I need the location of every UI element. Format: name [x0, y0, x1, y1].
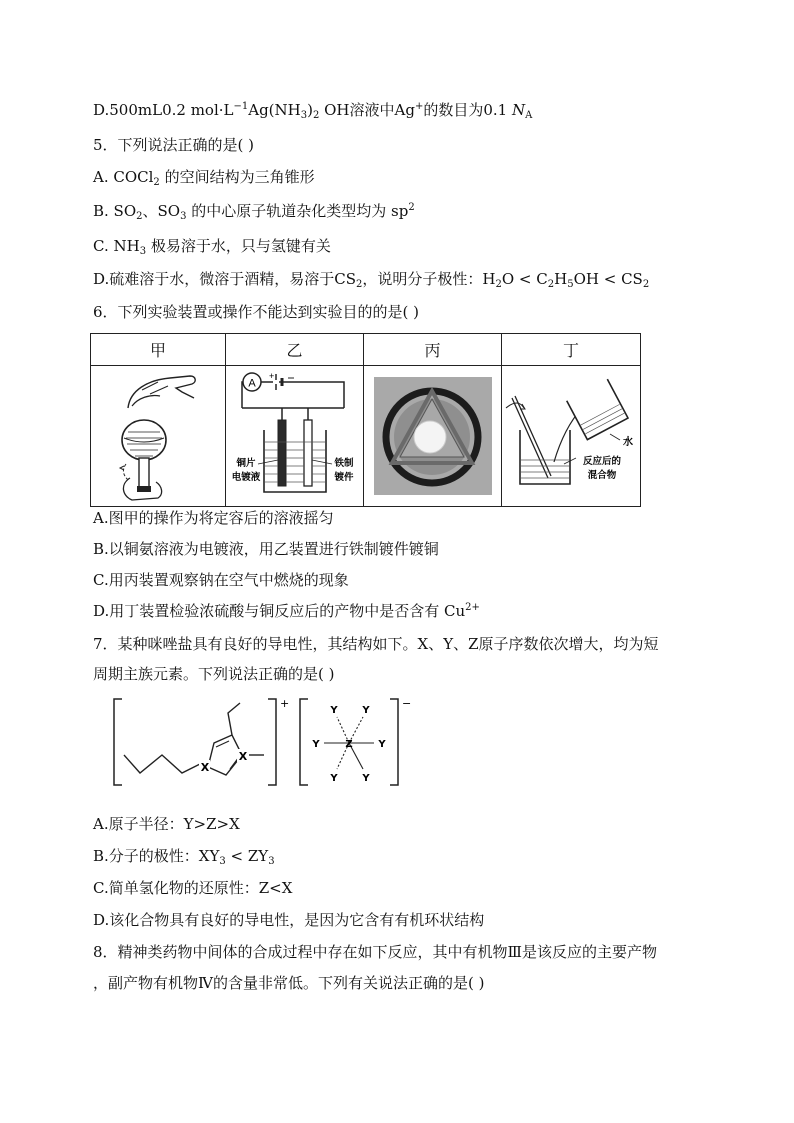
- anion-right-bracket: [390, 699, 398, 785]
- header-jia: 甲: [91, 334, 226, 366]
- q7-option-a: A.原子半径：Y>Z>X: [93, 815, 240, 833]
- svg-text:+: +: [268, 371, 274, 381]
- cell-ding: [502, 366, 641, 507]
- header-ding: 丁: [502, 334, 641, 366]
- ethyl-group: [228, 703, 240, 735]
- q8-stem-line1: 8．精神类药物中间体的合成过程中存在如下反应，其中有机物Ⅲ是该反应的主要产物: [93, 943, 658, 961]
- cell-jia: [91, 366, 226, 507]
- copper-plate: [278, 420, 286, 486]
- atom-y-top-left: Y: [330, 705, 338, 716]
- atom-y-bottom-left: Y: [330, 773, 338, 784]
- q5-option-b: B. $SO_2$、$SO_3$ 的中心原子轨道杂化类型均为 $sp^2$: [93, 202, 415, 222]
- q6-option-c: C.用丙装置观察钠在空气中燃烧的现象: [93, 571, 349, 589]
- atom-y-top-right: Y: [362, 705, 370, 716]
- imidazole-ring: [208, 735, 242, 775]
- q5-option-c: C. $NH_3$ 极易溶于水，只与氢键有关: [93, 237, 331, 257]
- cell-bing: [364, 366, 502, 507]
- q6-option-b: B.以铜氨溶液为电镀液，用乙装置进行铁制镀件镀铜: [93, 540, 439, 558]
- q5-option-d: D.硫难溶于水，微溶于酒精，易溶于$CS_2$，说明分子极性：$H_2O < C_2H_5OH < CS_2$: [93, 270, 650, 290]
- label-copper-plate: 铜片: [235, 458, 256, 469]
- atom-y-bottom-right: Y: [362, 773, 370, 784]
- label-workpiece: 镀件: [333, 472, 354, 483]
- dilution-illustration: [504, 368, 638, 504]
- cation-left-bracket: [114, 699, 122, 785]
- crucible: [414, 421, 446, 453]
- q7-stem-line2: 周期主族元素。下列说法正确的是( ): [93, 665, 335, 683]
- atom-y-right: Y: [378, 739, 386, 750]
- cell-yi: [226, 366, 364, 507]
- label-water: 水: [623, 437, 633, 448]
- q5-option-a: A. COCl$_2$ 的空间结构为三角锥形: [93, 168, 315, 188]
- q7-stem-line1: 7．某种咪唑盐具有良好的导电性，其结构如下。X、Y、Z原子序数依次增大，均为短: [93, 635, 659, 653]
- q6-option-a: A.图甲的操作为将定容后的溶液摇匀: [93, 509, 334, 527]
- label-reaction-mixture-2: 混合物: [587, 470, 617, 481]
- iron-workpiece: [304, 420, 312, 486]
- anion-charge: −: [402, 697, 412, 710]
- flask-neck: [139, 458, 149, 488]
- q5-stem: 5．下列说法正确的是( ): [93, 136, 255, 154]
- header-bing: 丙: [364, 334, 502, 366]
- atom-z: Z: [345, 739, 353, 750]
- flask-shaking-illustration: [98, 368, 218, 504]
- butyl-chain: [124, 755, 202, 773]
- atom-x-1: X: [200, 761, 210, 774]
- q7-option-c: C.简单氢化物的还原性：Z<X: [93, 879, 293, 897]
- atom-x-2: X: [238, 750, 248, 763]
- anion-left-bracket: [300, 699, 308, 785]
- cation-charge: +: [280, 697, 290, 710]
- q6-stem: 6．下列实验装置或操作不能达到实验目的的是( ): [93, 303, 420, 321]
- header-yi: 乙: [226, 334, 364, 366]
- atom-y-left: Y: [312, 739, 320, 750]
- q7-option-b: B.分子的极性：$XY_3 < ZY_3$: [93, 847, 275, 867]
- q7-option-d: D.该化合物具有良好的导电性，是因为它含有有机环状结构: [93, 911, 485, 929]
- combustion-photo: [374, 377, 492, 495]
- q4-option-d: D.500mL0.2 $mol\cdot L^{-1}Ag(NH_3)_2$ OH溶液中Ag+的数目为0.1 $N_A$: [93, 101, 533, 121]
- imidazolium-salt-structure: [110, 697, 410, 789]
- label-plating-solution: 电镀液: [231, 472, 260, 483]
- electroplating-illustration: [228, 368, 362, 504]
- q8-stem-line2: ，副产物有机物Ⅳ的含量非常低。下列有关说法正确的是( ): [93, 974, 485, 992]
- label-reaction-mixture-1: 反应后的: [582, 456, 622, 467]
- svg-text:A: A: [247, 377, 256, 390]
- label-iron: 铁制: [333, 458, 354, 469]
- apparatus-table: [90, 333, 641, 507]
- q6-option-d: D.用丁装置检验浓硫酸与铜反应后的产物中是否含有 $Cu^{2+}$: [93, 602, 480, 620]
- cation-right-bracket: [268, 699, 276, 785]
- upper-beaker: [567, 379, 628, 439]
